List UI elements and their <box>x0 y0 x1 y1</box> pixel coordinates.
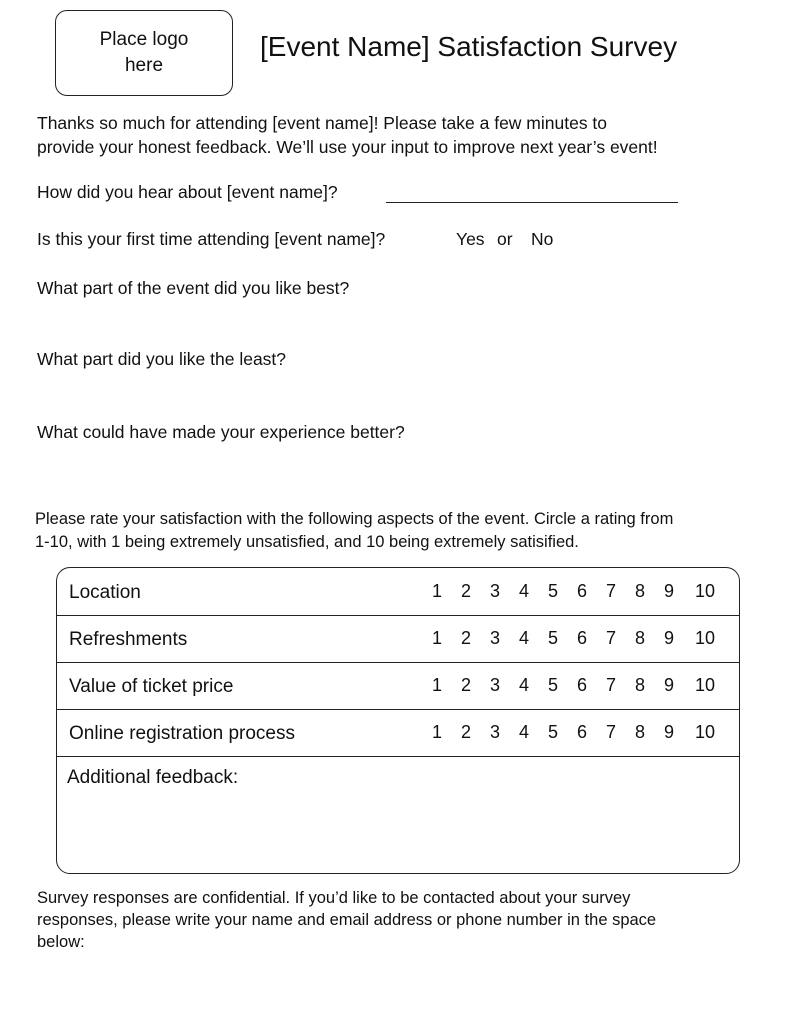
rating-option[interactable]: 10 <box>695 675 716 695</box>
rating-option[interactable]: 1 <box>432 581 443 601</box>
rating-option[interactable]: 2 <box>461 675 472 695</box>
rating-option[interactable]: 10 <box>695 722 716 742</box>
rating-option[interactable]: 7 <box>606 581 617 601</box>
rating-option[interactable]: 6 <box>577 722 588 742</box>
rating-option[interactable]: 6 <box>577 675 588 695</box>
option-no[interactable]: No <box>531 229 554 249</box>
intro-line-1: Thanks so much for attending [event name]! Please take a few minutes to <box>37 113 608 133</box>
rating-option[interactable]: 7 <box>606 722 617 742</box>
rating-option[interactable]: 4 <box>519 722 530 742</box>
rating-option[interactable]: 1 <box>432 628 443 648</box>
rating-option[interactable]: 2 <box>461 722 472 742</box>
intro-line-2: provide your honest feedback. We’ll use your input to improve next year’s event! <box>37 137 658 157</box>
rating-row-label: Location <box>69 582 141 603</box>
question-better: What could have made your experience better? <box>37 422 405 442</box>
question-liked-best: What part of the event did you like best? <box>37 278 350 298</box>
rating-scale <box>432 722 729 743</box>
rating-option[interactable]: 10 <box>695 628 716 648</box>
page-title: [Event Name] Satisfaction Survey <box>260 31 678 62</box>
rating-option[interactable]: 2 <box>461 628 472 648</box>
rating-option[interactable]: 3 <box>490 581 501 601</box>
rating-row-refreshments <box>57 615 739 663</box>
rating-option[interactable]: 7 <box>606 628 617 648</box>
footer-note <box>37 887 767 953</box>
rating-option[interactable]: 4 <box>519 581 530 601</box>
rating-scale <box>432 675 729 696</box>
option-yes[interactable]: Yes <box>456 229 485 249</box>
rating-option[interactable]: 3 <box>490 628 501 648</box>
footer-line-2: responses, please write your name and email address or phone number in the space <box>37 911 657 929</box>
intro-paragraph <box>37 111 658 159</box>
rating-table <box>56 567 740 874</box>
rating-option[interactable]: 8 <box>635 581 646 601</box>
rating-option[interactable]: 9 <box>664 675 675 695</box>
rating-instructions <box>35 508 775 554</box>
answer-line-hear-about[interactable] <box>386 202 678 203</box>
rating-scale <box>432 581 729 602</box>
rating-instructions-line-2: 1-10, with 1 being extremely unsatisfied, and 10 being extremely satisified. <box>35 533 579 551</box>
rating-option[interactable]: 9 <box>664 628 675 648</box>
rating-option[interactable]: 5 <box>548 675 559 695</box>
rating-row-online-registration <box>57 709 739 757</box>
rating-option[interactable]: 8 <box>635 628 646 648</box>
logo-line-1: Place logo <box>99 29 189 50</box>
rating-option[interactable]: 9 <box>664 581 675 601</box>
rating-option[interactable]: 8 <box>635 722 646 742</box>
footer-line-1: Survey responses are confidential. If you’d like to be contacted about your survey <box>37 889 631 907</box>
rating-row-label: Online registration process <box>69 723 295 744</box>
rating-option[interactable]: 1 <box>432 722 443 742</box>
rating-option[interactable]: 8 <box>635 675 646 695</box>
rating-option[interactable]: 3 <box>490 722 501 742</box>
rating-option[interactable]: 7 <box>606 675 617 695</box>
rating-option[interactable]: 4 <box>519 628 530 648</box>
rating-option[interactable]: 6 <box>577 581 588 601</box>
rating-option[interactable]: 4 <box>519 675 530 695</box>
rating-option[interactable]: 5 <box>548 581 559 601</box>
question-liked-least: What part did you like the least? <box>37 349 287 369</box>
rating-row-label: Refreshments <box>69 629 188 650</box>
rating-option[interactable]: 1 <box>432 675 443 695</box>
question-first-time: Is this your first time attending [event name]? <box>37 229 386 249</box>
question-hear-about: How did you hear about [event name]? <box>37 182 338 202</box>
rating-option[interactable]: 9 <box>664 722 675 742</box>
rating-row-label: Value of ticket price <box>69 676 234 697</box>
rating-option[interactable]: 2 <box>461 581 472 601</box>
rating-option[interactable]: 10 <box>695 581 716 601</box>
rating-option[interactable]: 5 <box>548 628 559 648</box>
additional-feedback-label: Additional feedback: <box>67 767 239 788</box>
rating-row-ticket-value <box>57 662 739 710</box>
rating-option[interactable]: 6 <box>577 628 588 648</box>
rating-scale <box>432 628 729 649</box>
rating-row-location <box>57 568 739 616</box>
logo-line-2: here <box>124 55 164 76</box>
option-or: or <box>497 229 513 249</box>
logo-placeholder <box>55 10 233 96</box>
rating-option[interactable]: 3 <box>490 675 501 695</box>
footer-line-3: below: <box>37 933 85 951</box>
rating-instructions-line-1: Please rate your satisfaction with the following aspects of the event. Circle a rating from <box>35 510 674 528</box>
rating-option[interactable]: 5 <box>548 722 559 742</box>
